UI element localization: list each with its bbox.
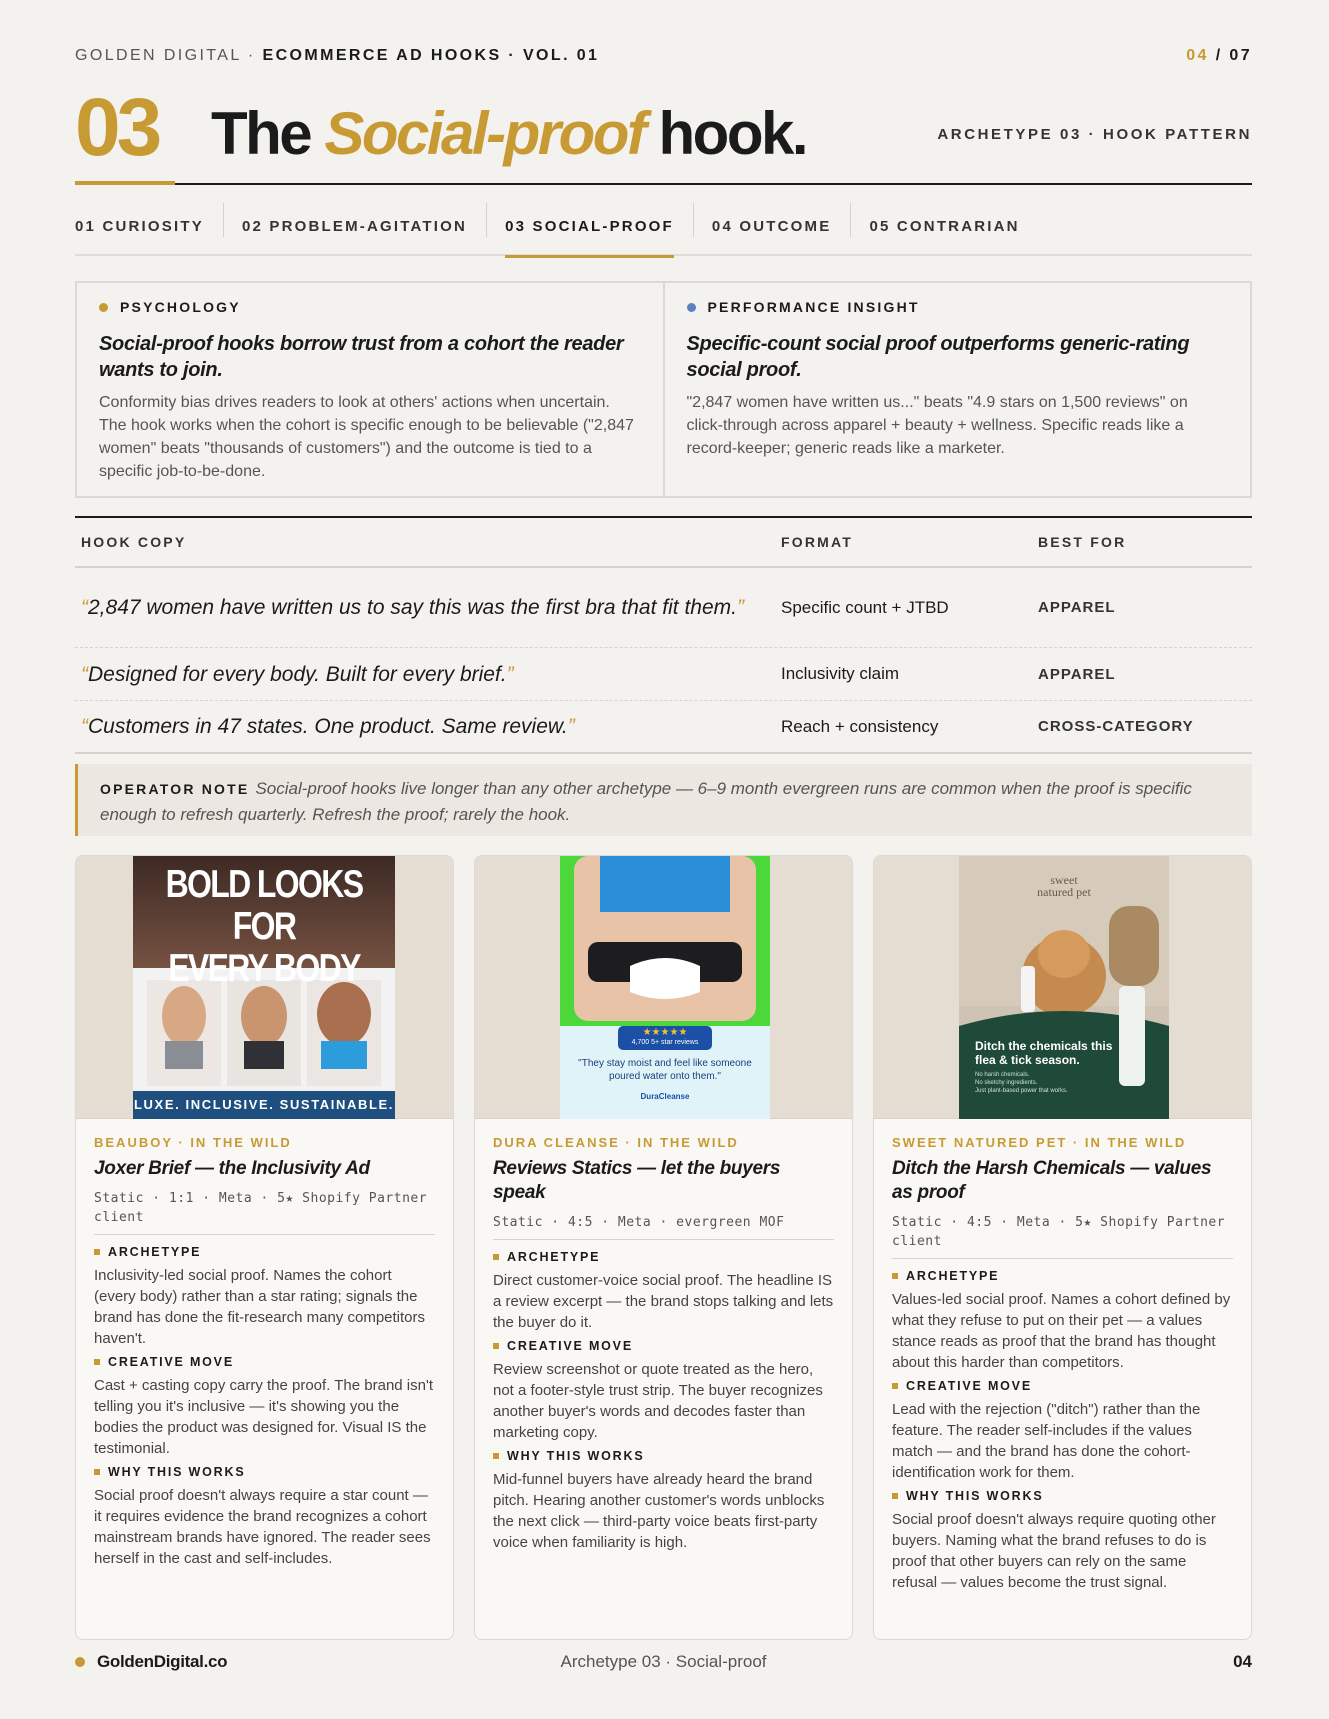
hook-copy-text: 2,847 women have written us to say this was the first bra that fit them.: [88, 596, 737, 619]
section-label: [493, 1339, 834, 1353]
performance-body: "2,847 women have written us..." beats "4.9 stars on 1,500 reviews" on click-through across apparel + beauty + wellness. Specific reads like a record-keeper; generic reads like a marketer.: [686, 394, 1188, 457]
section-label-text: WHY THIS WORKS: [507, 1449, 645, 1463]
ad-review-count: 4,700 5+ star reviews: [631, 1039, 699, 1046]
card-media: [874, 856, 1251, 1119]
card-media: [76, 856, 453, 1119]
section-label: [94, 1465, 435, 1479]
insight-panels: [75, 281, 1252, 498]
number-underline: [75, 181, 175, 185]
section-label: [493, 1250, 834, 1264]
header-best-for: BEST FOR: [1038, 534, 1127, 550]
ad-logo-line-1: sweet: [1050, 873, 1078, 887]
example-cards: [75, 855, 1252, 1640]
bullet-square-icon: [892, 1493, 898, 1499]
quote-open: “: [81, 596, 88, 619]
ad-subcopy: [975, 1071, 1125, 1095]
hook-best-for: APPAREL: [1038, 599, 1116, 616]
footer-page-number: 04: [1233, 1652, 1252, 1671]
section-text: Cast + casting copy carry the proof. The brand isn't telling you it's inclusive — it's showing you the bodies the product was designed for. Visual IS the testimonial.: [94, 1377, 434, 1457]
section-text: Mid-funnel buyers have already heard the brand pitch. Hearing another customer's words unblocks the next click — third-party voice beats first-party voice when familiarity is high.: [493, 1471, 825, 1551]
operator-note-label: OPERATOR NOTE: [100, 781, 250, 797]
section-label: [94, 1355, 435, 1369]
tab-contrarian[interactable]: 05 CONTRARIAN: [850, 197, 1038, 256]
bullet-square-icon: [493, 1254, 499, 1260]
tab-problem-agitation[interactable]: 02 PROBLEM-AGITATION: [223, 197, 486, 256]
performance-panel: [663, 283, 1251, 496]
page-current: 04: [1186, 47, 1209, 64]
example-card-beauboy: [75, 855, 454, 1640]
bullet-square-icon: [493, 1343, 499, 1349]
tab-social-proof[interactable]: 03 SOCIAL-PROOF: [486, 197, 693, 256]
section-label-text: ARCHETYPE: [507, 1250, 601, 1264]
section-text: Review screenshot or quote treated as the hero, not a footer-style trust strip. The buyer recognizes another buyer's words and decodes faster than marketing copy.: [493, 1361, 823, 1441]
section-text: Social proof doesn't always require quoting other buyers. Naming what the brand refuses to do is proof that other buyers can rely on the same refusal — values become the trust signal.: [892, 1511, 1216, 1591]
table-row: [75, 648, 1252, 701]
hero: [75, 84, 1252, 185]
hook-copy: [75, 594, 781, 621]
ad-quote: "They stay moist and feel like someone poured water onto them.": [578, 1058, 752, 1082]
card-tag: BEAUBOY · IN THE WILD: [94, 1135, 292, 1150]
card-body: [475, 1119, 852, 1553]
publication-line: [75, 47, 599, 65]
card-body: [76, 1119, 453, 1569]
section-label-text: CREATIVE MOVE: [507, 1339, 633, 1353]
page-indicator: [1186, 47, 1252, 65]
ad-logo: DuraCleanse: [640, 1092, 690, 1101]
ad-headline: [157, 864, 372, 990]
title-post: hook.: [644, 100, 807, 167]
table-row: [75, 701, 1252, 754]
header-format: FORMAT: [781, 534, 854, 550]
ad-image-dura-cleanse: [560, 856, 770, 1119]
brand-name: GOLDEN DIGITAL: [75, 47, 242, 64]
example-card-sweet-natured-pet: [873, 855, 1252, 1640]
card-meta: Static · 4:5 · Meta · evergreen MOF: [493, 1213, 834, 1240]
section-label-text: WHY THIS WORKS: [108, 1465, 246, 1479]
hook-copy: [75, 661, 781, 688]
page-total: 07: [1229, 47, 1252, 64]
card-meta: Static · 1:1 · Meta · 5★ Shopify Partner client: [94, 1189, 435, 1235]
brand-separator: ·: [241, 47, 263, 64]
publication-title: ECOMMERCE AD HOOKS · VOL. 01: [262, 47, 600, 64]
bullet-square-icon: [94, 1359, 100, 1365]
card-tag: SWEET NATURED PET · IN THE WILD: [892, 1135, 1187, 1150]
card-title: Joxer Brief — the Inclusivity Ad: [94, 1158, 370, 1179]
archetype-tabs: [75, 197, 1252, 256]
quote-open: “: [81, 715, 88, 738]
archetype-label: ARCHETYPE 03 · HOOK PATTERN: [937, 126, 1252, 143]
hook-best-for: CROSS-CATEGORY: [1038, 718, 1194, 735]
hook-table: [75, 516, 1252, 754]
section-text: Social proof doesn't always require a star count — it requires evidence the brand recognizes a cohort mainstream brands have ignored. The reader sees herself in the cast and self-includes.: [94, 1487, 431, 1567]
section-label-text: CREATIVE MOVE: [906, 1379, 1032, 1393]
title-emphasis: Social-proof: [324, 100, 645, 167]
quote-close: ”: [567, 715, 575, 738]
card-tag: DURA CLEANSE · IN THE WILD: [493, 1135, 739, 1150]
bullet-square-icon: [892, 1383, 898, 1389]
operator-note-text: Social-proof hooks live longer than any other archetype — 6–9 month evergreen runs are common when the proof is specific enough to refresh quarterly. Refresh the proof; rarely the hook.: [100, 779, 1192, 824]
table-row: [75, 568, 1252, 648]
section-text: Values-led social proof. Names a cohort defined by what they refuse to put on their pet — a values stance reads as proof that the brand has thought about this harder than competitors.: [892, 1291, 1231, 1371]
footer: [75, 1650, 1252, 1674]
archetype-number: 03: [75, 82, 159, 173]
psychology-label-text: PSYCHOLOGY: [120, 299, 241, 315]
dot-icon: [99, 303, 108, 312]
quote-close: ”: [736, 596, 744, 619]
psychology-label: [99, 299, 641, 315]
hook-format: Inclusivity claim: [781, 664, 900, 683]
card-meta: Static · 4:5 · Meta · 5★ Shopify Partner client: [892, 1213, 1233, 1259]
ad-image-sweet-natured-pet: [959, 856, 1169, 1119]
example-card-dura-cleanse: [474, 855, 853, 1640]
tab-outcome[interactable]: 04 OUTCOME: [693, 197, 851, 256]
table-header: [75, 518, 1252, 568]
bullet-square-icon: [94, 1469, 100, 1475]
ad-image-beauboy: [133, 856, 395, 1119]
section-label: [892, 1379, 1233, 1393]
section-text: Lead with the rejection ("ditch") rather than the feature. The reader self-includes if the values match — and the brand has done the cohort-identification work for them.: [892, 1401, 1201, 1481]
hook-best-for: APPAREL: [1038, 665, 1116, 683]
section-label: [493, 1449, 834, 1463]
title-pre: The: [211, 100, 325, 167]
performance-label: [687, 299, 1229, 315]
card-media: [475, 856, 852, 1119]
card-title: Reviews Statics — let the buyers speak: [493, 1158, 781, 1203]
ad-headline: Ditch the chemicals this flea & tick season.: [975, 1039, 1113, 1067]
psychology-heading: Social-proof hooks borrow trust from a cohort the reader wants to join.: [99, 333, 624, 381]
hook-copy-text: Customers in 47 states. One product. Same review.: [88, 715, 568, 738]
section-label: [94, 1245, 435, 1259]
section-label-text: ARCHETYPE: [108, 1245, 202, 1259]
ad-headline-line-1: BOLD LOOKS FOR: [165, 863, 363, 948]
hook-format: Specific count + JTBD: [781, 597, 949, 617]
section-label-text: CREATIVE MOVE: [108, 1355, 234, 1369]
page-separator: /: [1208, 47, 1230, 64]
ad-subcopy-line-1: No harsh chemicals.: [975, 1072, 1030, 1078]
hook-copy: [75, 713, 781, 740]
section-label-text: ARCHETYPE: [906, 1269, 1000, 1283]
section-label: [892, 1489, 1233, 1503]
header-hook-copy: HOOK COPY: [81, 534, 187, 550]
operator-note: [75, 764, 1252, 836]
top-bar: [75, 44, 1252, 68]
quote-open: “: [81, 662, 88, 686]
section-text: Inclusivity-led social proof. Names the cohort (every body) rather than a star rating; signals the brand has done the fit-research many competitors haven't.: [94, 1267, 426, 1347]
performance-heading: Specific-count social proof outperforms generic-rating social proof.: [686, 333, 1190, 381]
dot-icon: [687, 303, 696, 312]
page-title: [211, 98, 806, 170]
footer-site-link[interactable]: GoldenDigital.co: [97, 1652, 228, 1671]
performance-label-text: PERFORMANCE INSIGHT: [707, 299, 920, 315]
ad-subcopy-line-3: Just plant-based power that works.: [975, 1088, 1068, 1094]
ad-logo-line-2: natured pet: [1037, 885, 1091, 899]
section-text: Direct customer-voice social proof. The headline IS a review excerpt — the brand stops talking and lets the buyer do it.: [493, 1272, 834, 1331]
ad-headline-line-2: EVERY BODY: [168, 947, 360, 990]
psychology-body: Conformity bias drives readers to look at others' actions when uncertain. The hook works when the cohort is specific enough to be believable ("2,847 women" beats "thousands of customers") and the outcome is tied to a specific job-to-be-done.: [99, 394, 634, 480]
footer-center-label: Archetype 03 · Social-proof: [560, 1652, 767, 1671]
quote-close: ”: [506, 662, 514, 686]
ad-strip: LUXE. INCLUSIVE. SUSTAINABLE.: [134, 1097, 394, 1112]
hook-format: Reach + consistency: [781, 716, 939, 736]
ad-subcopy-line-2: No sketchy ingredients.: [975, 1080, 1038, 1086]
section-label-text: WHY THIS WORKS: [906, 1489, 1044, 1503]
psychology-panel: [77, 283, 663, 496]
section-label: [892, 1269, 1233, 1283]
card-body: [874, 1119, 1251, 1593]
tab-curiosity[interactable]: 01 CURIOSITY: [75, 218, 204, 235]
bullet-square-icon: [493, 1453, 499, 1459]
bullet-square-icon: [892, 1273, 898, 1279]
bullet-square-icon: [94, 1249, 100, 1255]
ad-logo: [1019, 874, 1109, 898]
card-title: Ditch the Harsh Chemicals — values as proof: [892, 1158, 1212, 1203]
stars-icon: ★★★★★: [642, 1027, 688, 1038]
hook-copy-text: Designed for every body. Built for every brief.: [88, 662, 507, 686]
